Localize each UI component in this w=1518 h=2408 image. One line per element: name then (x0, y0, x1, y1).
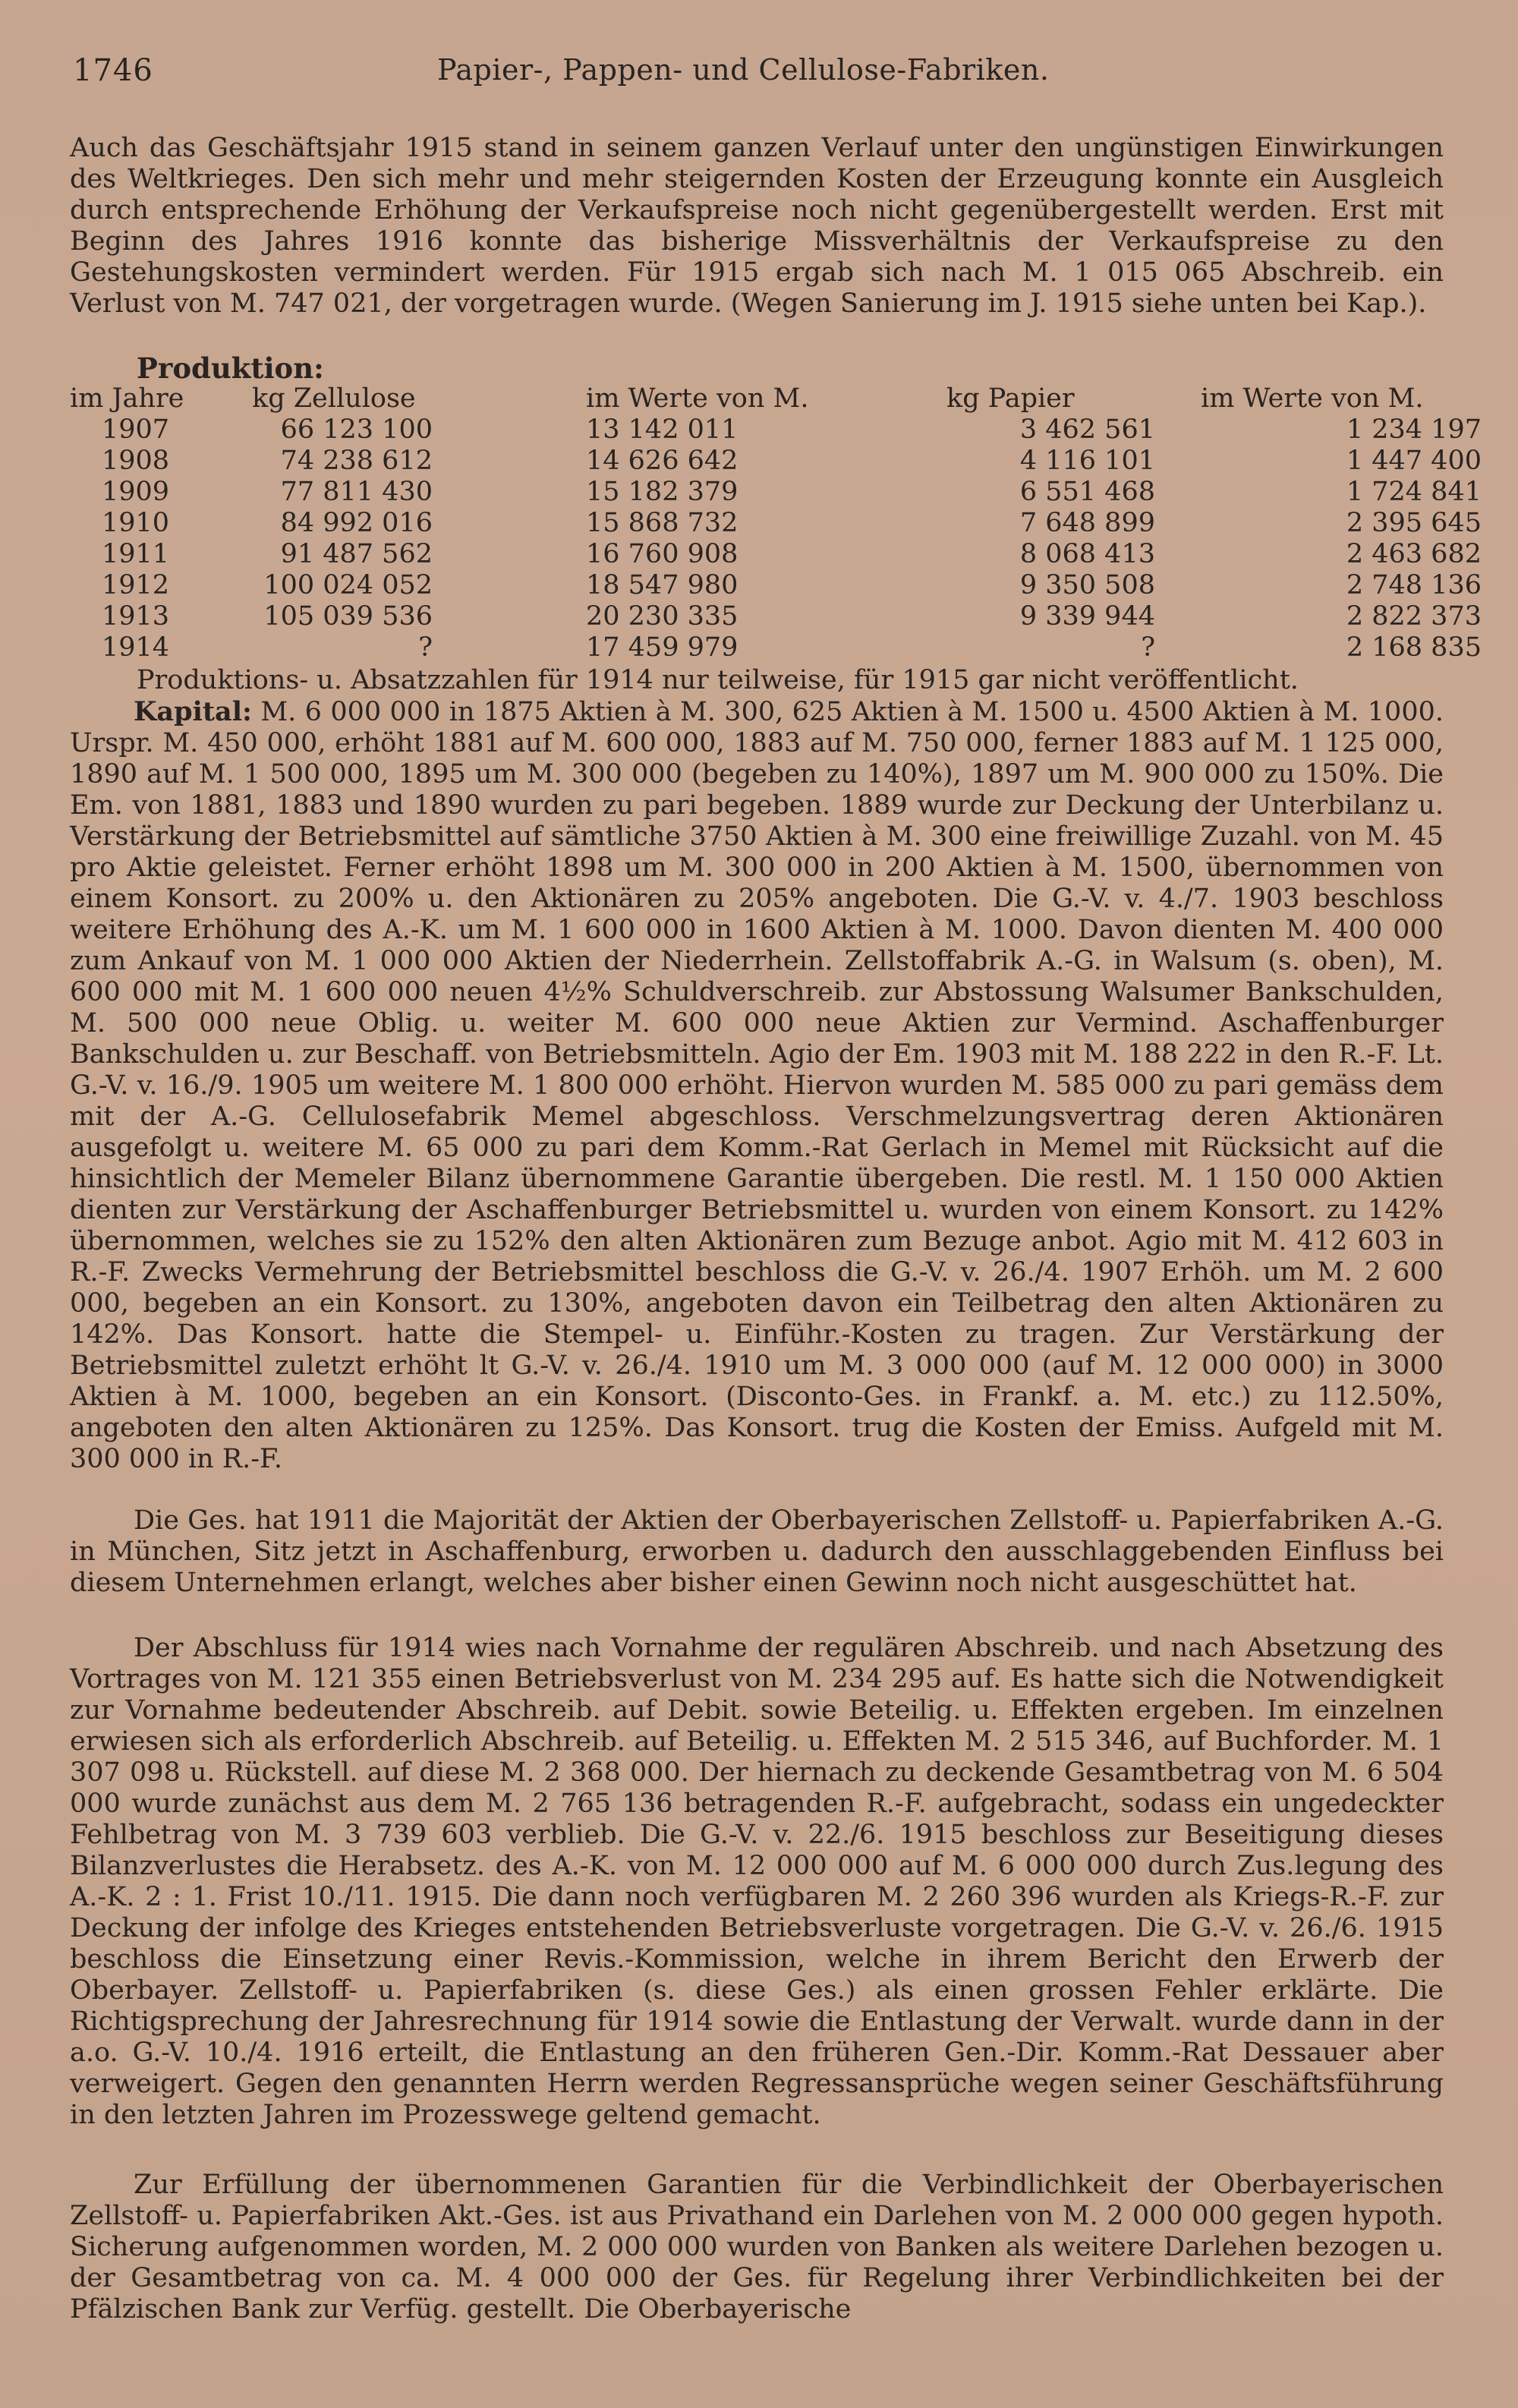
table-row (70, 508, 1482, 539)
cell-wert-zellulose: 15 182 379 (586, 477, 739, 507)
column-header-wert-papier: im Werte von M. (1201, 383, 1424, 414)
table-row (70, 446, 1482, 477)
cell-kg-papier: 3 462 561 (1019, 414, 1155, 445)
cell-year: 1909 (102, 477, 170, 507)
cell-wert-papier: 1 234 197 (1346, 414, 1482, 445)
cell-year: 1914 (102, 632, 170, 663)
cell-wert-papier: 2 463 682 (1346, 539, 1482, 569)
column-header-kg-zellulose: kg Zellulose (252, 383, 416, 414)
running-title: Papier-, Pappen- und Cellulose-Fabriken. (437, 53, 1050, 87)
column-header-wert-zellulose: im Werte von M. (586, 383, 809, 414)
production-note: Produktions- u. Absatzzahlen für 1914 nur teilweise, für 1915 gar nicht veröffentlicht. (137, 665, 1299, 695)
table-row (70, 477, 1482, 508)
cell-year: 1913 (102, 601, 170, 632)
cell-year: 1910 (102, 508, 170, 538)
cell-kg-papier: 8 068 413 (1019, 539, 1155, 569)
table-row (70, 570, 1482, 601)
cell-wert-papier: 1 447 400 (1346, 446, 1482, 476)
production-heading: Produktion: (137, 351, 324, 385)
cell-kg-papier: 4 116 101 (1019, 446, 1155, 476)
page-number: 1746 (73, 53, 153, 88)
table-row (70, 539, 1482, 570)
capital-text: M. 6 000 000 in 1875 Aktien à M. 300, 625 Aktien à M. 1500 u. 4500 Aktien à M. 1000. Urspr. M. 450 000, erhöht 1881 auf M. 600 000, 1883 auf M. 750 000, ferner 1883 auf M. 1 125 000, 1890 auf M. 1 500 000, 1895 um M. 300 000 (begeben zu 140%), 1897 um M. 900 000 zu 150%. Die Em. von 1881, 1883 und 1890 wurden zu pari begeben. 1889 wurde zur Deckung der Unterbilanz u. Verstärkung der Betriebsmittel auf sämtliche 3750 Aktien à M. 300 eine freiwillige Zuzahl. von M. 45 pro Aktie geleistet. Ferner erhöht 1898 um M. 300 000 in 200 Aktien à M. 1500, übernommen von einem Konsort. zu 200% u. den Aktionären zu 205% angeboten. Die G.-V. v. 4./7. 1903 beschloss weitere Erhöhung des A.-K. um M. 1 600 000 in 1600 Aktien à M. 1000. Davon dienten M. 400 000 zum Ankauf von M. 1 000 000 Aktien der Niederrhein. Zellstoffabrik A.-G. in Walsum (s. oben), M. 600 000 mit M. 1 600 000 neuen 4½% Schuldverschreib. zur Abstossung Walsumer Bankschulden, M. 500 000 neue Oblig. u. weiter M. 600 000 neue Aktien zur Vermind. Aschaffenburger Bankschulden u. zur Beschaff. von Betriebsmitteln. Agio der Em. 1903 mit M. 188 222 in den R.-F. Lt. G.-V. v. 16./9. 1905 um weitere M. 1 800 000 erhöht. Hiervon wurden M. 585 000 zu pari gemäss dem mit der A.-G. Cellulosefabrik Memel abgeschloss. Verschmelzungsvertrag deren Aktionären ausgefolgt u. weitere M. 65 000 zu pari dem Komm.-Rat Gerlach in Memel mit Rücksicht auf die hinsichtlich der Memeler Bilanz übernommene Garantie übergeben. Die restl. M. 1 150 000 Aktien dienten zur Verstärkung der Aschaffenburger Betriebsmittel u. wurden von einem Konsort. zu 142% übernommen, welches sie zu 152% den alten Aktionären zum Bezuge anbot. Agio mit M. 412 603 in R.-F. Zwecks Vermehrung der Betriebsmittel beschloss die G.-V. v. 26./4. 1907 Erhöh. um M. 2 600 000, begeben an ein Konsort. zu 130%, angeboten davon ein Teilbetrag den alten Aktionären zu 142%. Das Konsort. hatte die Stempel- u. Einführ.-Kosten zu tragen. Zur Verstärkung der Betriebsmittel zuletzt erhöht lt G.-V. v. 26./4. 1910 um M. 3 000 000 (auf M. 12 000 000) in 3000 Aktien à M. 1000, begeben an ein Konsort. (Disconto-Ges. in Frankf. a. M. etc.) zu 112.50%, angeboten den alten Aktionären zu 125%. Das Konsort. trug die Kosten der Emiss. Aufgeld mit M. 300 000 in R.-F. (70, 697, 1444, 1474)
cell-kg-zellulose: 77 811 430 (280, 477, 433, 507)
cell-kg-zellulose: 105 039 536 (263, 601, 433, 632)
cell-kg-zellulose: 91 487 562 (280, 539, 433, 569)
cell-wert-zellulose: 13 142 011 (586, 414, 739, 445)
cell-kg-zellulose: 84 992 016 (280, 508, 433, 538)
cell-wert-zellulose: 16 760 908 (586, 539, 739, 569)
table-row (70, 414, 1482, 446)
cell-wert-papier: 2 395 645 (1346, 508, 1482, 538)
cell-wert-zellulose: 18 547 980 (586, 570, 739, 600)
cell-year: 1907 (102, 414, 170, 445)
cell-kg-zellulose: 74 238 612 (280, 446, 433, 476)
cell-wert-zellulose: 17 459 979 (586, 632, 739, 663)
production-table (70, 383, 1482, 663)
cell-year: 1908 (102, 446, 170, 476)
cell-wert-papier: 2 822 373 (1346, 601, 1482, 632)
abschluss-paragraph (70, 1633, 1444, 2131)
cell-kg-papier: 9 339 944 (1019, 601, 1155, 632)
table-header-row (70, 383, 1444, 414)
cell-wert-papier: 2 168 835 (1346, 632, 1482, 663)
cell-kg-zellulose: ? (418, 632, 433, 663)
abschluss-text: Der Abschluss für 1914 wies nach Vornahme der regulären Abschreib. und nach Absetzung des Vortrages von M. 121 355 einen Betriebsverlust von M. 234 295 auf. Es hatte sich die Notwendigkeit zur Vornahme bedeutender Abschreib. auf Debit. sowie Beteilig. u. Effekten ergeben. Im einzelnen erwiesen sich als erforderlich Abschreib. auf Beteilig. u. Effekten M. 2 515 346, auf Buchforder. M. 1 307 098 u. Rückstell. auf diese M. 2 368 000. Der hiernach zu deckende Gesamtbetrag von M. 6 504 000 wurde zunächst aus dem M. 2 765 136 betragenden R.-F. aufgebracht, sodass ein ungedeckter Fehlbetrag von M. 3 739 603 verblieb. Die G.-V. v. 22./6. 1915 beschloss zur Beseitigung dieses Bilanzverlustes die Herabsetz. des A.-K. von M. 12 000 000 auf M. 6 000 000 durch Zus.legung des A.-K. 2 : 1. Frist 10./11. 1915. Die dann noch verfügbaren M. 2 260 396 wurden als Kriegs-R.-F. zur Deckung der infolge des Krieges entstehenden Betriebsverluste vorgetragen. Die G.-V. v. 26./6. 1915 beschloss die Einsetzung einer Revis.-Kommission, welche in ihrem Bericht den Erwerb der Oberbayer. Zellstoff- u. Papierfabriken (s. diese Ges.) als einen grossen Fehler erklärte. Die Richtigsprechung der Jahresrechnung für 1914 sowie die Entlastung der Verwalt. wurde dann in der a.o. G.-V. 10./4. 1916 erteilt, die Entlastung an den früheren Gen.-Dir. Komm.-Rat Dessauer aber verweigert. Gegen den genannten Herrn werden Regressansprüche wegen seiner Geschäftsführung in den letzten Jahren im Prozesswege geltend gemacht. (70, 1633, 1444, 2130)
table-row (70, 632, 1482, 663)
cell-year: 1912 (102, 570, 170, 600)
cell-kg-zellulose: 66 123 100 (280, 414, 433, 445)
oberbayer-text: Die Ges. hat 1911 die Majorität der Aktien der Oberbayerischen Zellstoff- u. Papierfabriken A.-G. in München, Sitz jetzt in Aschaffenburg, erworben u. dadurch den ausschlaggebenden Einfluss bei diesem Unternehmen erlangt, welches aber bisher einen Gewinn noch nicht ausgeschüttet hat. (70, 1505, 1444, 1598)
cell-year: 1911 (102, 539, 170, 569)
cell-kg-papier: ? (1141, 632, 1155, 663)
cell-wert-zellulose: 14 626 642 (586, 446, 739, 476)
cell-wert-zellulose: 20 230 335 (586, 601, 739, 632)
garantie-text: Zur Erfüllung der übernommenen Garantien für die Verbindlichkeit der Oberbayerischen Zellstoff- u. Papierfabriken Akt.-Ges. ist aus Privathand ein Darlehen von M. 2 000 000 gegen hypoth. Sicherung aufgenommen worden, M. 2 000 000 wurden von Banken als weitere Darlehen bezogen u. der Gesamtbetrag von ca. M. 4 000 000 der Ges. für Regelung ihrer Verbindlichkeiten bei der Pfälzischen Bank zur Verfüg. gestellt. Die Oberbayerische (70, 2170, 1444, 2324)
capital-paragraph (70, 696, 1444, 1475)
garantie-paragraph (70, 2170, 1444, 2325)
cell-wert-papier: 1 724 841 (1346, 477, 1482, 507)
table-row (70, 601, 1482, 632)
cell-kg-papier: 9 350 508 (1019, 570, 1155, 600)
cell-wert-papier: 2 748 136 (1346, 570, 1482, 600)
intro-text: Auch das Geschäftsjahr 1915 stand in seinem ganzen Verlauf unter den ungünstigen Einwirkungen des Weltkrieges. Den sich mehr und mehr steigernden Kosten der Erzeugung konnte ein Ausgleich durch entsprechende Erhöhung der Verkaufspreise noch nicht gegenübergestellt werden. Erst mit Beginn des Jahres 1916 konnte das bisherige Missverhältnis der Verkaufspreise zu den Gestehungskosten vermindert werden. Für 1915 ergab sich nach M. 1 015 065 Abschreib. ein Verlust von M. 747 021, der vorgetragen wurde. (Wegen Sanierung im J. 1915 siehe unten bei Kap.). (70, 133, 1444, 319)
page-header (73, 53, 1465, 99)
cell-wert-zellulose: 15 868 732 (586, 508, 739, 538)
capital-label: Kapital: (134, 696, 252, 727)
column-header-year: im Jahre (70, 383, 184, 414)
column-header-kg-papier: kg Papier (946, 383, 1075, 414)
oberbayer-paragraph (70, 1505, 1444, 1599)
cell-kg-papier: 7 648 899 (1019, 508, 1155, 538)
cell-kg-papier: 6 551 468 (1019, 477, 1155, 507)
cell-kg-zellulose: 100 024 052 (263, 570, 433, 600)
intro-paragraph (70, 133, 1444, 320)
